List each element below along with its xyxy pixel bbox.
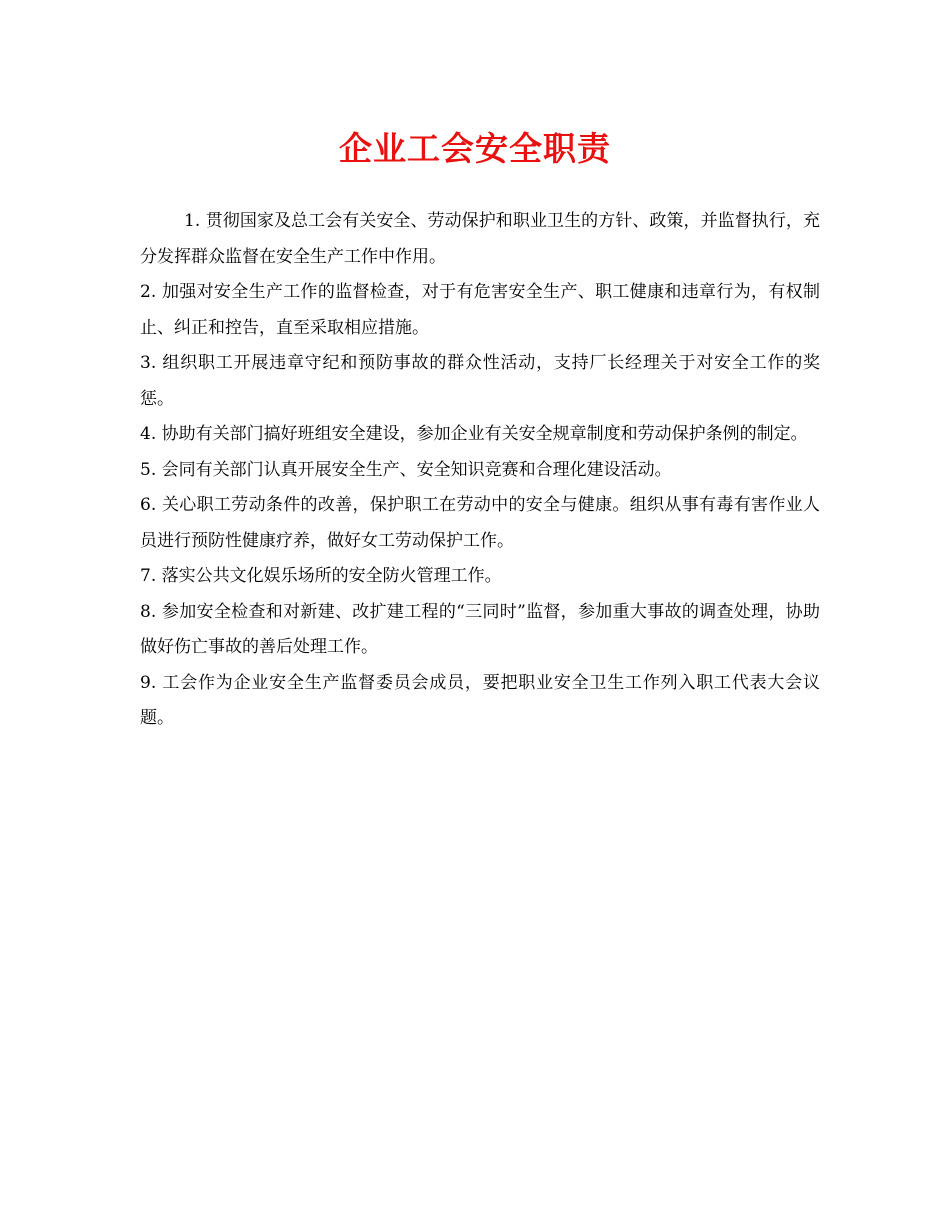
duty-item-8: 8. 参加安全检查和对新建、改扩建工程的“三同时”监督，参加重大事故的调查处理，协助做好伤亡事故的善后处理工作。	[140, 601, 820, 657]
duty-item-5: 5. 会同有关部门认真开展安全生产、安全知识竞赛和合理化建设活动。	[140, 459, 672, 480]
duty-item-2: 2. 加强对安全生产工作的监督检查，对于有危害安全生产、职工健康和违章行为，有权制止、纠正和控告，直至采取相应措施。	[140, 282, 820, 338]
duty-item-1: 1. 贯彻国家及总工会有关安全、劳动保护和职业卫生的方针、政策，并监督执行，充分发挥群众监督在安全生产工作中作用。	[140, 211, 820, 267]
duty-list	[140, 204, 820, 737]
duty-item-3: 3. 组织职工开展违章守纪和预防事故的群众性活动，支持厂长经理关于对安全工作的奖惩。	[140, 353, 820, 409]
duty-item-6: 6. 关心职工劳动条件的改善，保护职工在劳动中的安全与健康。组织从事有毒有害作业人员进行预防性健康疗养，做好女工劳动保护工作。	[140, 495, 820, 551]
duty-item-9: 9. 工会作为企业安全生产监督委员会成员，要把职业安全卫生工作列入职工代表大会议题。	[140, 672, 820, 728]
document-title: 企业工会安全职责	[339, 129, 611, 168]
duty-item-7: 7. 落实公共文化娱乐场所的安全防火管理工作。	[140, 566, 502, 586]
duty-item-4: 4. 协助有关部门搞好班组安全建设，参加企业有关安全规章制度和劳动保护条例的制定。	[140, 424, 808, 444]
